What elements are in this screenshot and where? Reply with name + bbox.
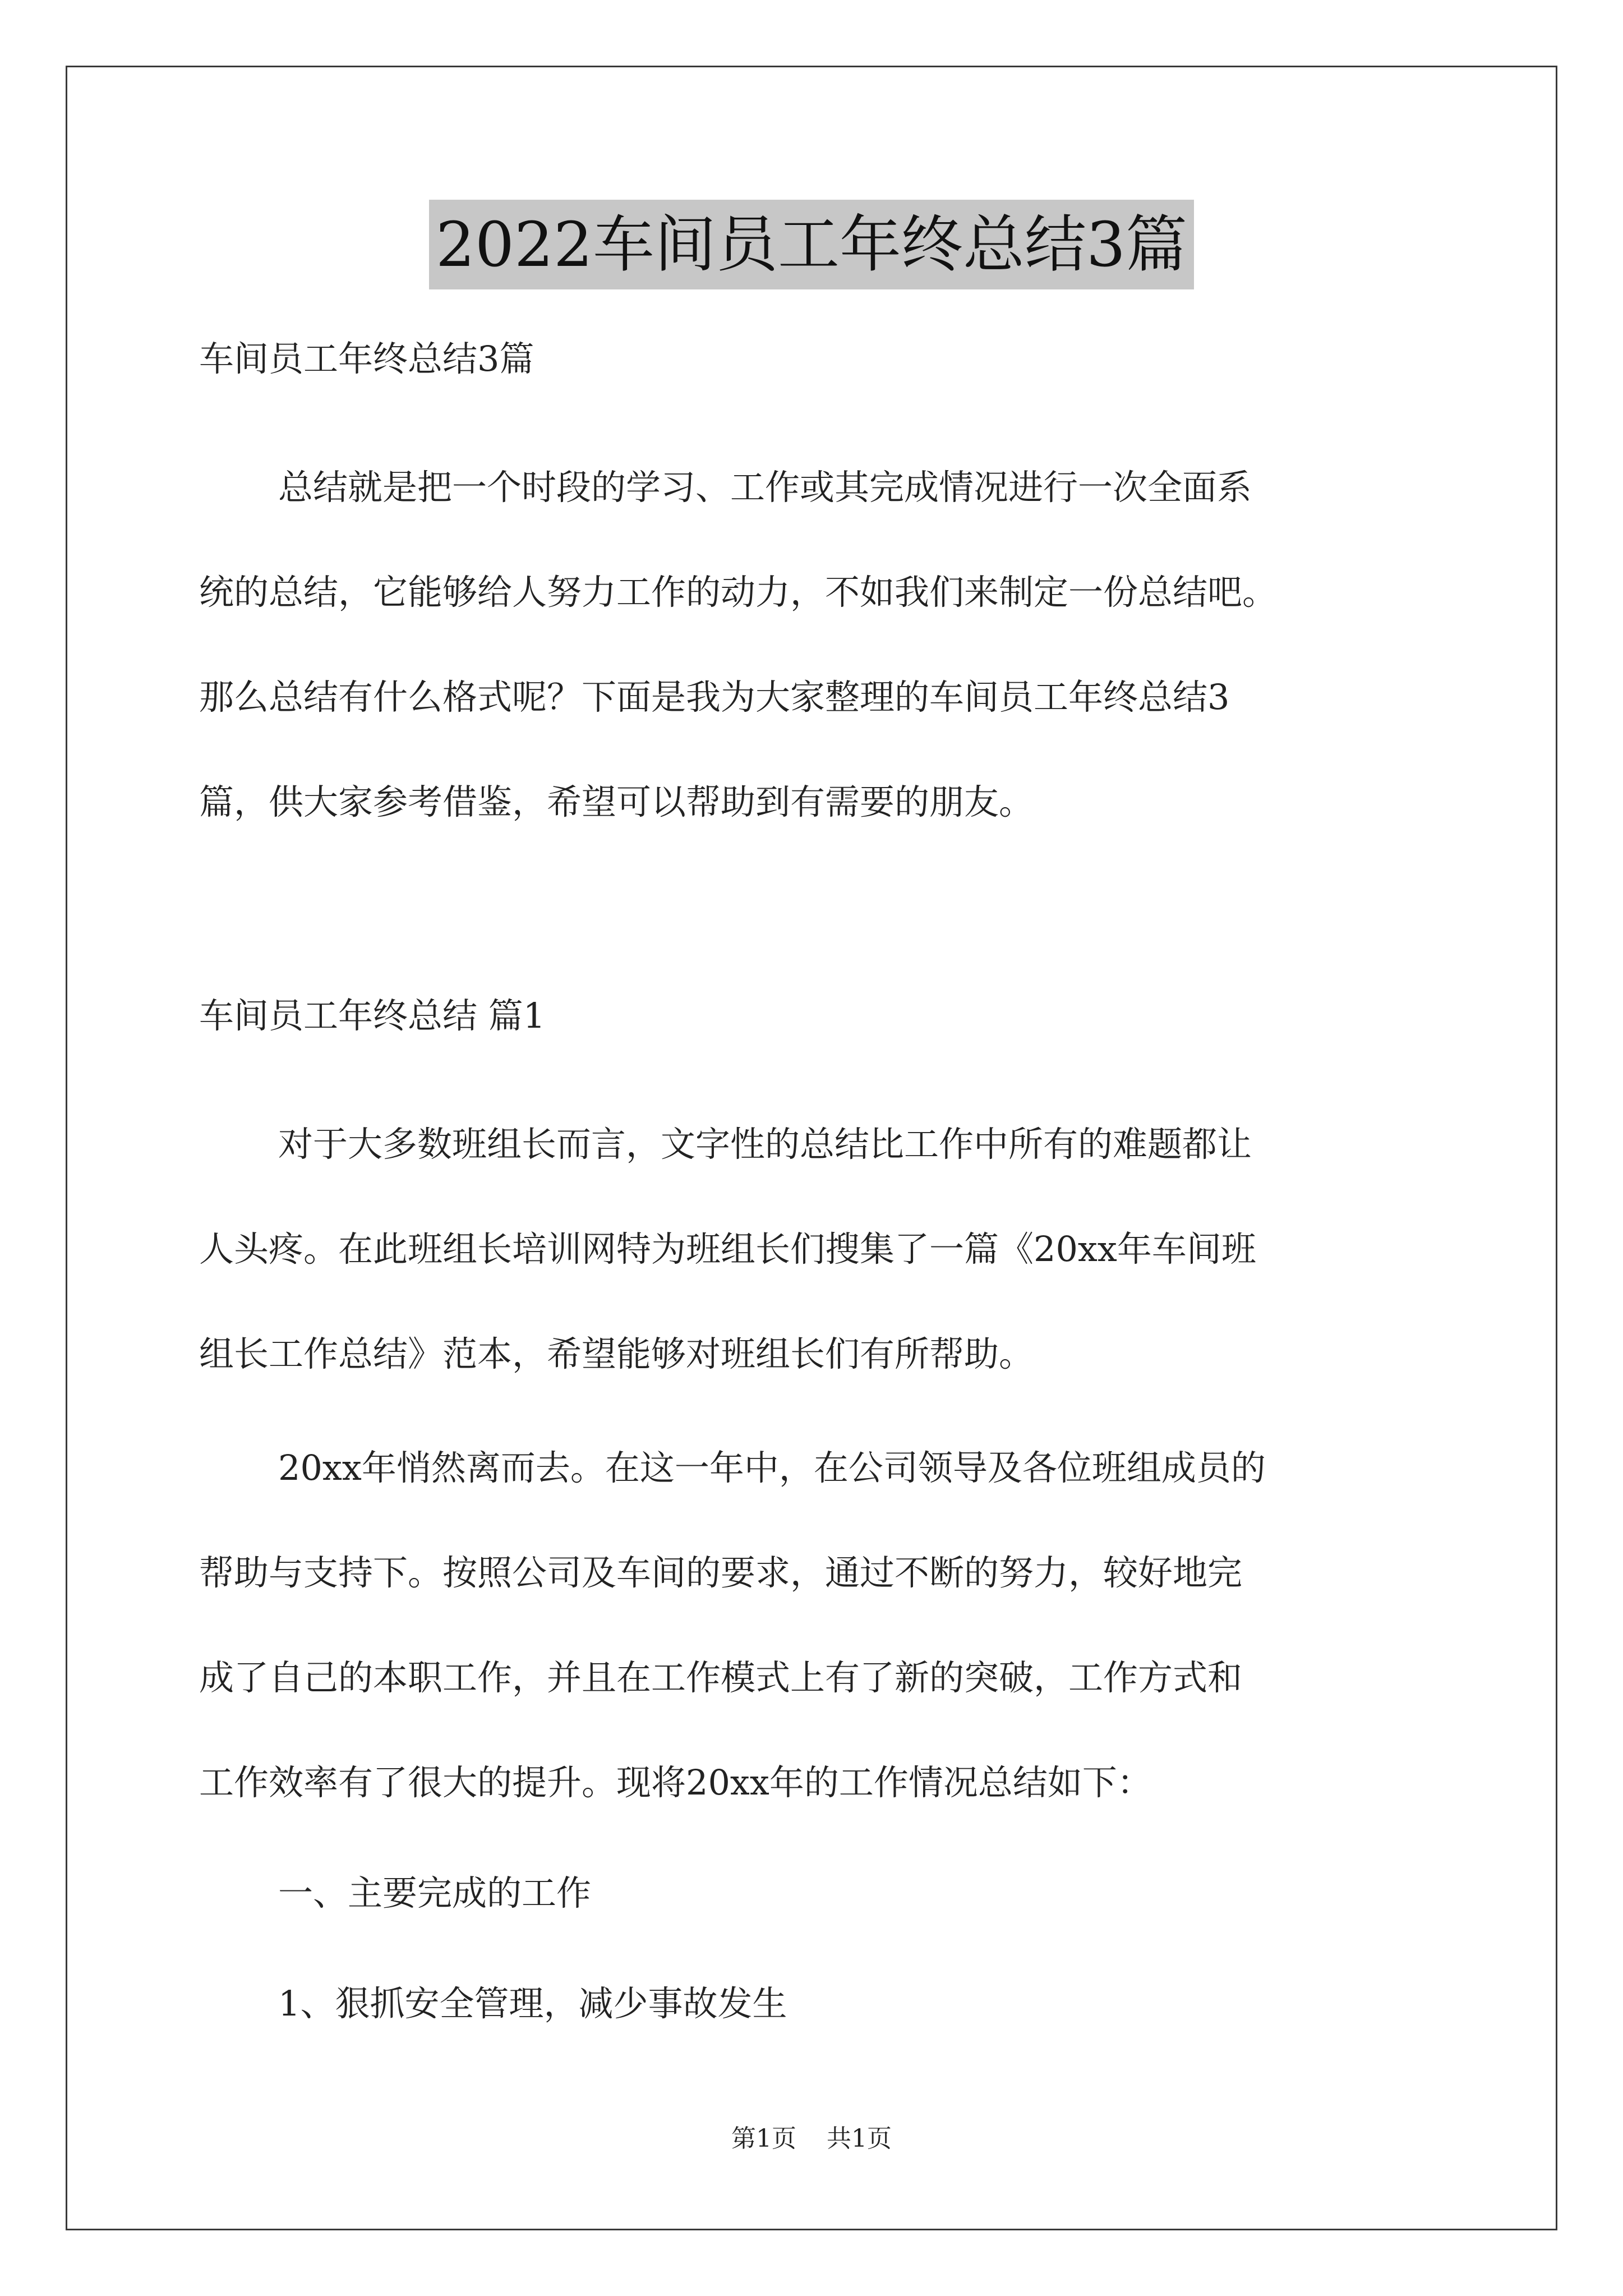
section-heading: 车间员工年终总结 篇1	[199, 995, 546, 1036]
subtitle-line: 车间员工年终总结3篇	[199, 338, 534, 379]
page-footer	[0, 2121, 1623, 2157]
title-text: 2022车间员工年终总结3篇	[429, 200, 1194, 289]
paragraph-line: 20xx年悄然离而去。在这一年中，在公司领导及各位班组成员的	[278, 1447, 1266, 1488]
paragraph-line: 成了自己的本职工作，并且在工作模式上有了新的突破，工作方式和	[199, 1657, 1243, 1698]
paragraph-line: 统的总结，它能够给人努力工作的动力，不如我们来制定一份总结吧。	[199, 572, 1278, 613]
list-item: 1、狠抓安全管理，减少事故发生	[278, 1983, 787, 2024]
document-title	[0, 200, 1623, 289]
paragraph-line: 篇，供大家参考借鉴，希望可以帮助到有需要的朋友。	[199, 781, 1034, 822]
paragraph-line: 工作效率有了很大的提升。现将20xx年的工作情况总结如下：	[199, 1762, 1152, 1803]
paragraph-line: 人头疼。在此班组长培训网特为班组长们搜集了一篇《20xx年车间班	[199, 1228, 1256, 1269]
paragraph-line: 那么总结有什么格式呢？下面是我为大家整理的车间员工年终总结3	[199, 677, 1230, 717]
paragraph-line: 帮助与支持下。按照公司及车间的要求，通过不断的努力，较好地完	[199, 1552, 1243, 1593]
paragraph-line: 总结就是把一个时段的学习、工作或其完成情况进行一次全面系	[278, 467, 1252, 508]
page-number: 第1页	[731, 2124, 796, 2153]
list-heading: 一、主要完成的工作	[278, 1872, 592, 1913]
page-total: 共1页	[827, 2124, 892, 2153]
paragraph-line: 组长工作总结》范本，希望能够对班组长们有所帮助。	[199, 1333, 1034, 1374]
paragraph-line: 对于大多数班组长而言，文字性的总结比工作中所有的难题都让	[278, 1124, 1252, 1165]
